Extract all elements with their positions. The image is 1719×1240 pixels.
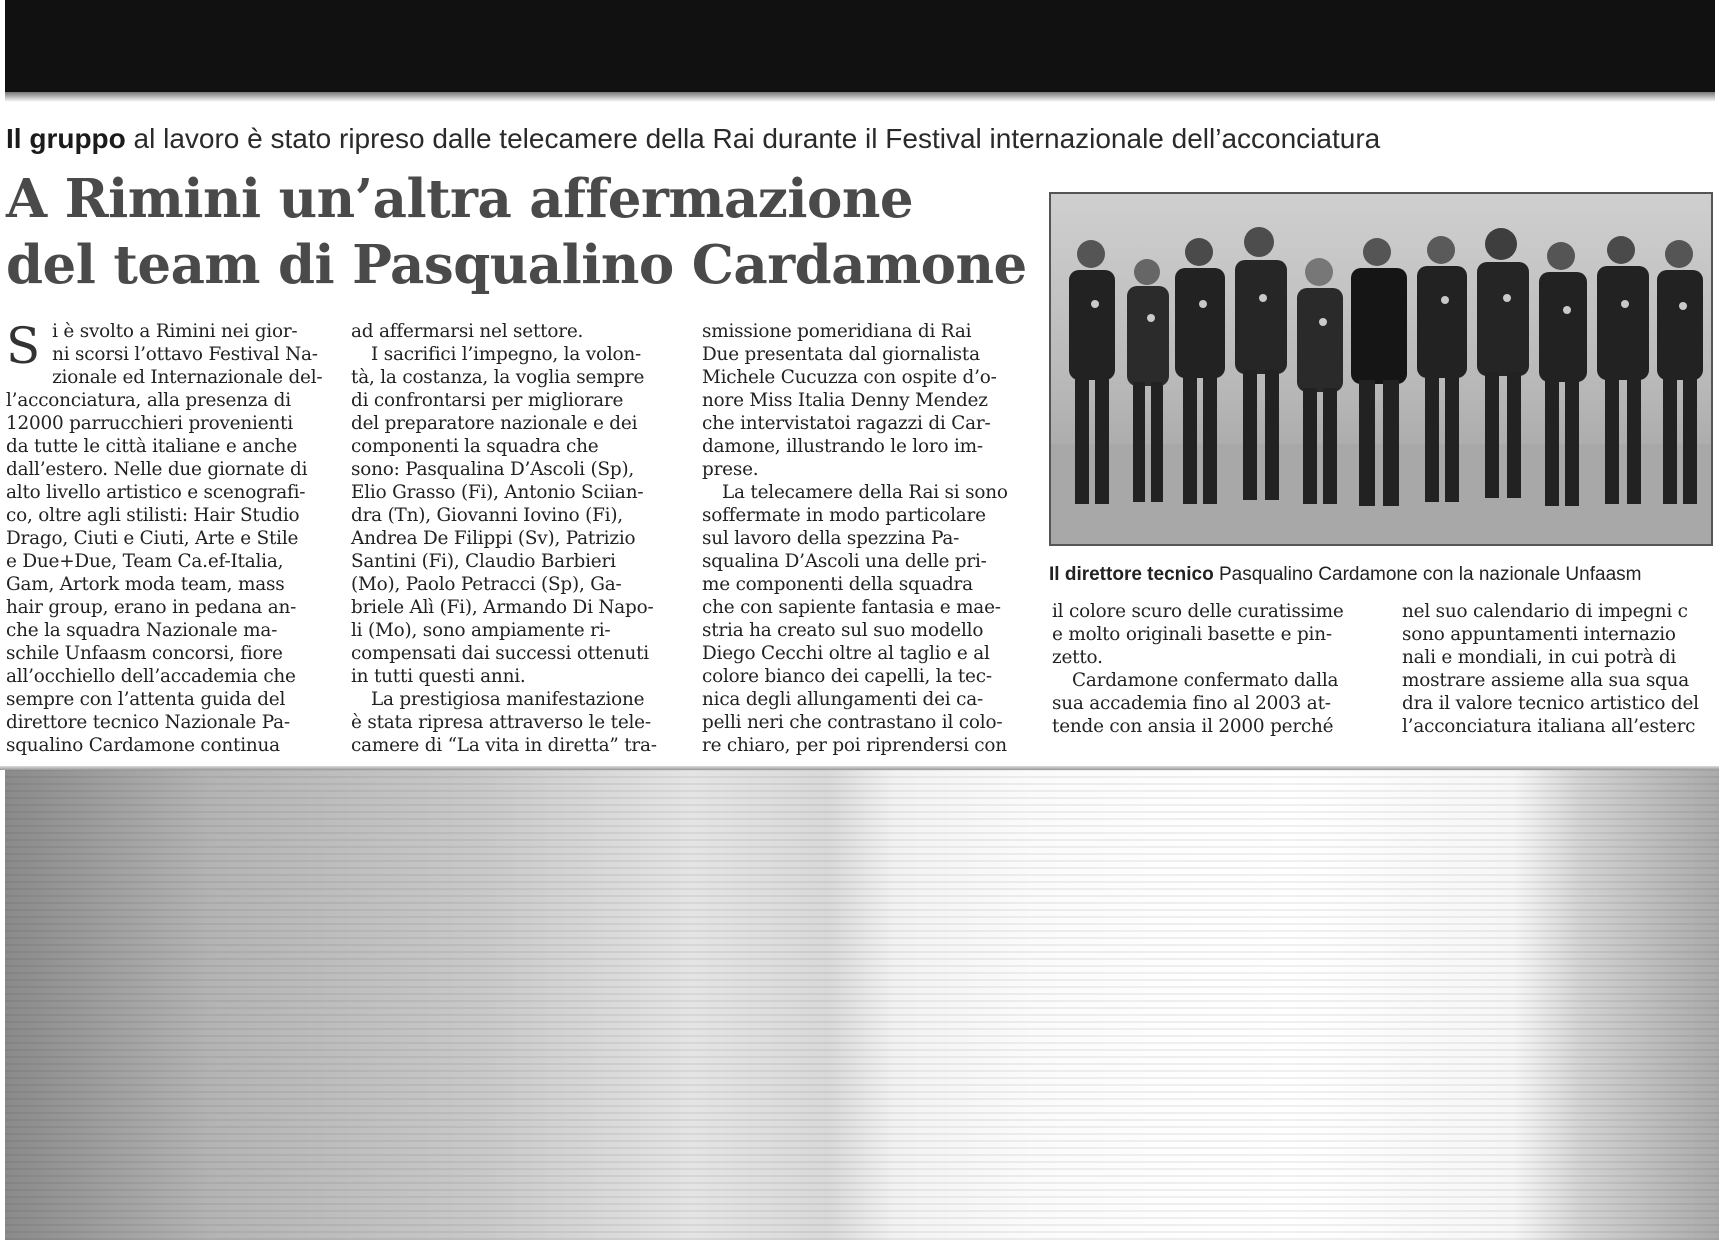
- text-line: che con sapiente fantasia e mae-: [702, 597, 1001, 618]
- column-1-lines: [6, 317, 326, 757]
- text-line: soffermate in modo particolare: [702, 505, 986, 526]
- team-photo-image: [1051, 194, 1711, 544]
- text-line: nore Miss Italia Denny Mendez: [702, 390, 988, 411]
- text-line: smissione pomeridiana di Rai: [702, 321, 972, 342]
- headline-line-2: del team di Pasqualino Cardamone: [6, 234, 1027, 296]
- text-line: colore bianco dei capelli, la tec-: [702, 666, 992, 687]
- text-line: l’acconciatura, alla presenza di: [6, 390, 291, 411]
- text-line: schile Unfaasm concorsi, fiore: [6, 643, 283, 664]
- text-line: il colore scuro delle curatissime: [1052, 601, 1344, 622]
- text-line: ad affermarsi nel settore.: [351, 321, 584, 342]
- text-line: nali e mondiali, in cui potrà di: [1402, 647, 1677, 668]
- scan-top-band: [5, 0, 1715, 92]
- kicker-lead: Il gruppo: [6, 123, 126, 154]
- text-line: l’acconciatura italiana all’esterc: [1402, 716, 1696, 737]
- article-column-1: [6, 317, 326, 757]
- text-line: sono appuntamenti internazio: [1402, 624, 1676, 645]
- column-3-lines: [702, 320, 1027, 757]
- article-column-4: [1052, 600, 1382, 738]
- column-2-lines: [351, 320, 681, 757]
- text-line: ni scorsi l’ottavo Festival Na-: [52, 344, 318, 365]
- article-column-5: [1402, 600, 1717, 738]
- text-line: di confrontarsi per migliorare: [351, 390, 624, 411]
- drop-cap: S: [6, 317, 41, 375]
- text-line: che intervistatoi ragazzi di Car-: [702, 413, 991, 434]
- text-line: alto livello artistico e scenografi-: [6, 482, 306, 503]
- text-line: Michele Cucuzza con ospite d’o-: [702, 367, 997, 388]
- text-line: squalino Cardamone continua: [6, 735, 280, 756]
- text-line: sono: Pasqualina D’Ascoli (Sp),: [351, 459, 635, 480]
- text-line: Elio Grasso (Fi), Antonio Sciian-: [351, 482, 644, 503]
- text-line: zetto.: [1052, 647, 1103, 668]
- text-line: nel suo calendario di impegni c: [1402, 601, 1688, 622]
- text-line: mostrare assieme alla sua squa: [1402, 670, 1690, 691]
- text-line: squalina D’Ascoli una delle pri-: [702, 551, 987, 572]
- kicker-text: al lavoro è stato ripreso dalle telecamere della Rai durante il Festival internazionale dell’acconciatura: [125, 123, 1381, 154]
- scan-texture: [5, 770, 1719, 1240]
- text-line: re chiaro, per poi riprendersi con: [702, 735, 1007, 756]
- text-line: direttore tecnico Nazionale Pa-: [6, 712, 290, 733]
- column-4-lines: [1052, 600, 1382, 738]
- text-line: all’occhiello dell’accademia che: [6, 666, 296, 687]
- text-line: pelli neri che contrastano il colo-: [702, 712, 1003, 733]
- text-line: tende con ansia il 2000 perché: [1052, 716, 1334, 737]
- text-line: camere di “La vita in diretta” tra-: [351, 735, 657, 756]
- text-line: Cardamone confermato dalla: [1072, 670, 1339, 691]
- text-line: Diego Cecchi oltre al taglio e al: [702, 643, 990, 664]
- article-headline: [6, 166, 1036, 298]
- article-column-2: [351, 320, 681, 757]
- column-5-lines: [1402, 600, 1717, 738]
- text-line: nica degli allungamenti dei ca-: [702, 689, 983, 710]
- text-line: prese.: [702, 459, 759, 480]
- text-line: dall’estero. Nelle due giornate di: [6, 459, 308, 480]
- caption-text: Pasqualino Cardamone con la nazionale Unfaasm: [1213, 564, 1642, 585]
- text-line: e molto originali basette e pin-: [1052, 624, 1332, 645]
- text-line: componenti la squadra che: [351, 436, 599, 457]
- text-line: stria ha creato sul suo modello: [702, 620, 984, 641]
- text-line: I sacrifici l’impegno, la volon-: [371, 344, 642, 365]
- text-line: da tutte le città italiane e anche: [6, 436, 298, 457]
- text-line: La telecamere della Rai si sono: [722, 482, 1008, 503]
- text-line: è stata ripresa attraverso le tele-: [351, 712, 651, 733]
- text-line: Due presentata dal giornalista: [702, 344, 980, 365]
- text-line: sempre con l’attenta guida del: [6, 689, 286, 710]
- text-line: del preparatore nazionale e dei: [351, 413, 638, 434]
- text-line: Santini (Fi), Claudio Barbieri: [351, 551, 616, 572]
- text-line: (Mo), Paolo Petracci (Sp), Ga-: [351, 574, 622, 595]
- text-line: La prestigiosa manifestazione: [371, 689, 645, 710]
- article-kicker: [6, 122, 1706, 156]
- text-line: me componenti della squadra: [702, 574, 973, 595]
- text-line: tà, la costanza, la voglia sempre: [351, 367, 645, 388]
- text-line: in tutti questi anni.: [351, 666, 526, 687]
- photo-caption: [1049, 563, 1719, 587]
- article-column-3: [702, 320, 1027, 757]
- text-line: sul lavoro della spezzina Pa-: [702, 528, 960, 549]
- caption-lead: Il direttore tecnico: [1049, 564, 1214, 585]
- text-line: 12000 parrucchieri provenienti: [6, 413, 293, 434]
- text-line: co, oltre agli stilisti: Hair Studio: [6, 505, 300, 526]
- text-line: Andrea De Filippi (Sv), Patrizio: [351, 528, 636, 549]
- team-photo: [1049, 192, 1713, 546]
- text-line: dra il valore tecnico artistico del: [1402, 693, 1699, 714]
- text-line: hair group, erano in pedana an-: [6, 597, 297, 618]
- text-line: damone, illustrando le loro im-: [702, 436, 983, 457]
- text-line: compensati dai successi ottenuti: [351, 643, 649, 664]
- text-line: briele Alì (Fi), Armando Di Napo-: [351, 597, 654, 618]
- text-line: li (Mo), sono ampiamente ri-: [351, 620, 611, 641]
- text-line: sua accademia fino al 2003 at-: [1052, 693, 1331, 714]
- text-line: dra (Tn), Giovanni Iovino (Fi),: [351, 505, 623, 526]
- text-line: che la squadra Nazionale ma-: [6, 620, 278, 641]
- headline-line-1: A Rimini un’altra affermazione: [6, 168, 914, 230]
- text-line: Gam, Artork moda team, mass: [6, 574, 285, 595]
- scan-top-fade: [5, 92, 1715, 102]
- text-line: Drago, Ciuti e Ciuti, Arte e Stile: [6, 528, 299, 549]
- text-line: e Due+Due, Team Ca.ef-Italia,: [6, 551, 284, 572]
- text-line: i è svolto a Rimini nei gior-: [52, 321, 298, 342]
- text-line: zionale ed Internazionale del-: [52, 367, 323, 388]
